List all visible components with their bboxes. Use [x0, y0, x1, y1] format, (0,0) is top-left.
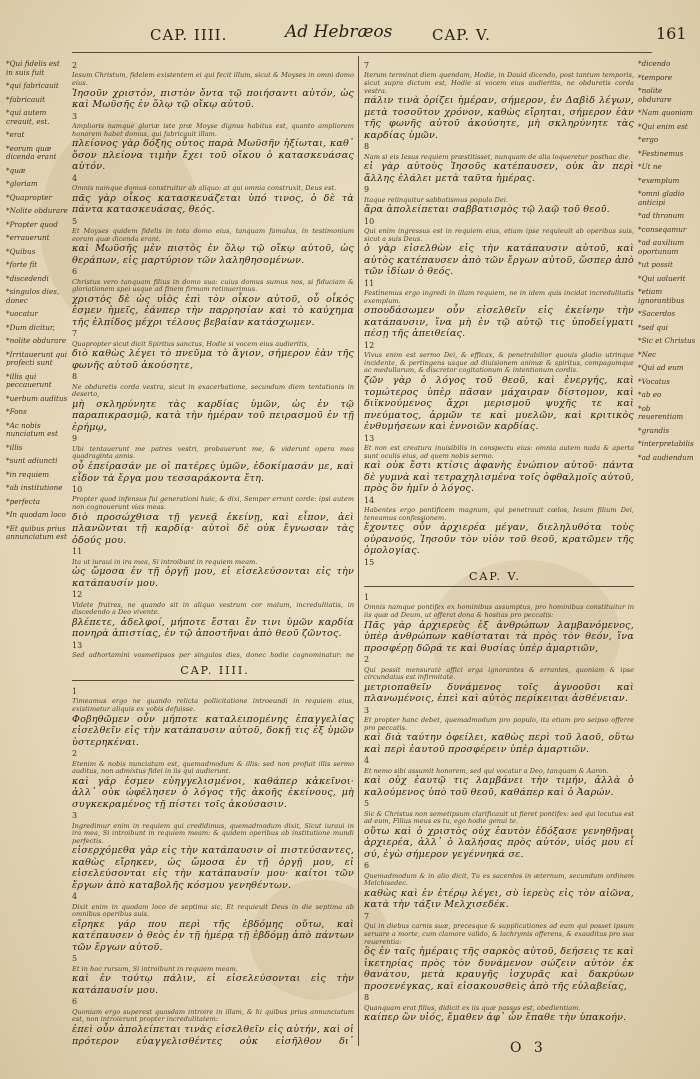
chapter-heading-v: CAP. V. — [468, 570, 522, 583]
greek-text: σπουδάσωμεν οὖν εἰσελθεῖν εἰς ἐκείνην τὴν κατάπαυσιν, ἵνα μὴ ἐν τῷ αὐτῷ τις ὑποδείγματι πέσῃ τῆς ἀπειθείας. — [364, 305, 634, 340]
greek-text: διὸ προσώχθισα τῇ γενεᾷ ἐκείνῃ, καὶ εἶπον, ἀεὶ πλανῶνται τῇ καρδίᾳ· αὐτοὶ δὲ οὐκ ἔγνωσαν τὰς ὁδούς μου. — [72, 511, 354, 546]
margin-note: *perfecta — [6, 496, 40, 506]
greek-text: ἐπεὶ οὖν ἀπολείπεται τινὰς εἰσελθεῖν εἰς αὐτήν, καὶ οἱ πρότερον εὐαγγελισθέντες οὐκ εἰσῆλθον δι᾽ — [72, 1024, 354, 1046]
latin-interlinear: Et non est creatura inuisibilis in conspectu eius: omnia autem nuda & aperta sunt oculis eius, ad quem nobis sermo. — [364, 443, 634, 460]
margin-note: *Fons — [6, 407, 27, 416]
margin-note: *Ut ne — [638, 162, 662, 171]
greek-text: ἔχοντες οὖν ἀρχιερέα μέγαν, διεληλυθότα τοὺς οὐρανούς, Ἰησοῦν τὸν υἱὸν τοῦ θεοῦ, κρατῶμεν τῆς ὁμολογίας. — [364, 522, 634, 557]
verse — [364, 141, 634, 184]
latin-interlinear: Vivus enim est sermo Dei, & efficax, & penetrabilior quouis gladio utrinque incidente, & pertingens usque ad diuisionem animæ & spiritus, compagumque ac medullarum, & discretor cogitationum & intentionum cordis. — [364, 351, 634, 375]
latin-interlinear: Itaque relinquitur sabbatismus populo Dei. — [364, 195, 508, 204]
margin-note: *Quapropter — [6, 192, 52, 202]
latin-interlinear: Propter quod infensus fui generationi huic, & dixi, Semper errant corde: ipsi autem non cognouerunt vias meas. — [72, 495, 354, 512]
margin-note: *dicendo — [638, 60, 671, 68]
page-number: 161 — [656, 24, 687, 43]
verse-number: 8 — [364, 993, 370, 1003]
latin-interlinear: Quapropter sicut dicit Spiritus sanctus, Hodie si vocem eius audieritis, — [72, 339, 310, 348]
margin-note: *illis — [6, 442, 23, 452]
verse-number: 2 — [72, 61, 78, 70]
verse — [72, 173, 354, 216]
margin-note: *sed qui — [638, 322, 668, 332]
latin-interlinear: Et in hoc rursum, Si introibunt in requiem meam. — [72, 964, 238, 973]
margin-note: *Ac nobis nunciatum est — [6, 420, 58, 438]
chapter-rule — [72, 680, 354, 681]
margin-note: *interpretabilis — [638, 439, 694, 448]
margin-note: *nolite obdurare — [6, 336, 67, 345]
right-margin-notes — [638, 60, 696, 1050]
latin-interlinear: Dixit enim in quodam loco de septima sic, Et requieuit Deus in die septima ab omnibus operibus suis. — [72, 902, 354, 919]
greek-text: εἰσερχόμεθα γὰρ εἰς τὴν κατάπαυσιν οἱ πιστεύσαντες, καθὼς εἴρηκεν, ὡς ὤμοσα ἐν τῇ ὀργῇ μου, εἰ εἰσελεύσονται εἰς τὴν κατάπαυσίν μου· καίτοι τῶν ἔργων ἀπὸ καταβολῆς κόσμου γενηθέντων. — [72, 845, 354, 891]
left-margin-notes — [6, 60, 68, 1050]
margin-note: *ob reuerentiam — [638, 403, 684, 421]
margin-note: *Propter quod — [6, 219, 58, 229]
margin-note: *Irritauerunt qui profecti sunt — [6, 349, 68, 367]
margin-note: *errauerunt — [6, 233, 50, 242]
verse — [72, 433, 354, 484]
verse — [364, 654, 634, 705]
latin-interlinear: Et propter hanc debet, quemadmodum pro populo, ita etiam pro seipso offerre pro peccatis. — [364, 716, 634, 732]
header-left-chapter: CAP. IIII. — [150, 26, 228, 44]
latin-interlinear: Qui enim ingressus est in requiem eius, etiam ipse requieuit ab operibus suis, sicut a suis Deus. — [364, 227, 634, 243]
greek-text: ὡς ὤμοσα ἐν τῇ ὀργῇ μου, εἰ εἰσελεύσονται εἰς τὴν κατάπαυσίν μου. — [72, 566, 354, 589]
latin-interlinear: Ingredimur enim in requiem qui credidimus, quemadmodum dixit, Sicut iuraui in ira mea, Si introibunt in requiem meam: & quidem operibus ab institutione mundi perfectis. — [72, 821, 354, 845]
verse — [364, 911, 634, 992]
verse — [72, 111, 354, 173]
verse — [72, 748, 354, 810]
verse-number: 11 — [72, 547, 83, 557]
margin-note: *ergo — [638, 135, 659, 144]
latin-interlinear: Habentes ergo pontificem magnum, qui penetrauit cœlos, Iesum filium Dei, teneamus confessionem. — [364, 506, 634, 522]
verse-number: 8 — [364, 142, 370, 152]
verse — [72, 996, 354, 1046]
verse — [72, 891, 354, 953]
verse — [72, 589, 354, 640]
greek-text: μὴ σκληρύνητε τὰς καρδίας ὑμῶν, ὡς ἐν τῷ παραπικρασμῷ, κατὰ τὴν ἡμέραν τοῦ πειρασμοῦ ἐν τῇ ἐρήμῳ, — [72, 398, 354, 433]
verse-number: 9 — [72, 434, 78, 444]
margin-note: *gloriam — [6, 179, 38, 188]
margin-note: *Qui enim est — [638, 121, 688, 131]
verse-number: 7 — [364, 61, 370, 70]
latin-interlinear: Ne obduretis corda vestra, sicut in exacerbatione, secundum diem tentationis in deserto, — [72, 382, 354, 399]
margin-note: *quæ — [6, 165, 26, 175]
header-right-chapter: CAP. V. — [432, 26, 491, 44]
margin-note: *ad auxilium oportunum — [638, 238, 685, 256]
latin-interlinear: Quemadmodum & in alio dicit, Tu es sacerdos in æternum, secundum ordinem Melchisedec. — [364, 871, 634, 888]
margin-note: *Nolite obdurare — [6, 206, 68, 215]
greek-text: μετριοπαθεῖν δυνάμενος τοῖς ἀγνοοῦσι καὶ πλανωμένοις, ἐπεὶ καὶ αὐτὸς περίκειται ἀσθένειαν. — [364, 681, 634, 705]
latin-interlinear: Ubi tentauerunt me patres vestri, probauerunt me, & viderunt opera mea quadraginta annis. — [72, 444, 354, 461]
verse-number: 11 — [364, 278, 375, 288]
margin-note: *Dum dicitur, — [6, 322, 55, 332]
margin-note: *erat — [6, 130, 25, 139]
verse — [72, 546, 354, 589]
margin-note: *grandis — [638, 425, 670, 435]
margin-note: *Nam quoniam — [638, 108, 693, 117]
latin-interlinear: Sic & Christus non semetipsum clarificauit ut fieret pontifex: sed qui locutus est ad eum, Filius meus es tu, ego hodie genui te. — [364, 809, 634, 826]
greek-text: πάλιν τινὰ ὁρίζει ἡμέραν, σήμερον, ἐν Δαβὶδ λέγων, μετὰ τοσοῦτον χρόνον, καθὼς εἴρηται, σήμερον ἐὰν τῆς φωνῆς αὐτοῦ ἀκούσητε, μὴ σκληρύνητε τὰς καρδίας ὑμῶν. — [364, 95, 634, 141]
running-header — [0, 22, 700, 52]
verse — [72, 60, 354, 111]
header-rule — [72, 52, 652, 53]
verse — [72, 640, 354, 660]
latin-interlinear: Iesum Christum, fidelem existentem ei qui fecit illum, sicut & Moyses in omni domo eius. — [72, 71, 354, 87]
margin-note: *tempore — [638, 72, 673, 82]
greek-text: καὶ οὐκ ἔστι κτίσις ἀφανὴς ἐνώπιον αὐτοῦ· πάντα δὲ γυμνὰ καὶ τετραχηλισμένα τοῖς ὀφθαλμοῖς αὐτοῦ, πρὸς ὃν ἡμῖν ὁ λόγος. — [364, 460, 634, 495]
verse-number: 12 — [72, 590, 83, 600]
verse — [364, 216, 634, 278]
latin-interlinear: Festinemus ergo ingredi in illam requiem, ne in idem quis incidat incredulitatis exemplum. — [364, 289, 634, 305]
greek-text: οὗ ἐπείρασάν με οἱ πατέρες ὑμῶν, ἐδοκίμασάν με, καὶ εἶδον τὰ ἔργα μου τεσσαράκοντα ἔτη. — [72, 461, 354, 484]
greek-text: Πᾶς γὰρ ἀρχιερεὺς ἐξ ἀνθρώπων λαμβανόμενος, ὑπὲρ ἀνθρώπων καθίσταται τὰ πρὸς τὸν θεόν, ἵνα προσφέρῃ δῶρά τε καὶ θυσίας ὑπὲρ ἁμαρτιῶν, — [364, 619, 634, 654]
column-divider — [358, 56, 359, 1046]
latin-interlinear: Omnis namque domus construitur ab aliquo: at qui omnia construxit, Deus est. — [72, 184, 337, 193]
margin-note: *Festinemus — [638, 148, 684, 158]
greek-text: καὶ διὰ ταύτην ὀφείλει, καθὼς περὶ τοῦ λαοῦ, οὕτω καὶ περὶ ἑαυτοῦ προσφέρειν ὑπὲρ ἁμαρτιῶν. — [364, 732, 634, 755]
greek-text: εἰ γὰρ αὐτοὺς Ἰησοῦς κατέπαυσεν, οὐκ ἂν περὶ ἄλλης ἐλάλει μετὰ ταῦτα ἡμέρας. — [364, 161, 634, 184]
margin-note: *Et quibus prius annunciatum est — [6, 523, 67, 541]
margin-note: *uocatur — [6, 309, 38, 318]
margin-note: *singulos dies, donec — [6, 287, 60, 305]
verse-number: 4 — [72, 892, 78, 902]
verse-number: 5 — [72, 954, 78, 964]
verse — [364, 60, 634, 141]
margin-note: *in requiem — [6, 469, 50, 479]
greek-text: Φοβηθῶμεν οὖν μήποτε καταλειπομένης ἐπαγγελίας εἰσελθεῖν εἰς τὴν κατάπαυσιν αὐτοῦ, δοκῇ τις ἐξ ὑμῶν ὑστερηκέναι. — [72, 713, 354, 748]
chapter-heading-iv: CAP. IIII. — [180, 664, 250, 677]
margin-note: *conseqamur — [638, 224, 687, 234]
verse — [364, 860, 634, 911]
greek-text: ὁ γὰρ εἰσελθὼν εἰς τὴν κατάπαυσιν αὐτοῦ, καὶ αὐτὸς κατέπαυσεν ἀπὸ τῶν ἔργων αὐτοῦ, ὥσπερ ἀπὸ τῶν ἰδίων ὁ θεός. — [364, 243, 634, 278]
latin-interlinear: Etenim & nobis nunciatum est, quemadmodum & illis: sed non profuit illis sermo auditus, non admixtus fidei in iis qui audierunt. — [72, 759, 354, 776]
verse — [72, 216, 354, 267]
verse — [364, 278, 634, 340]
printer-signature: O 3 — [510, 1040, 547, 1056]
greek-text: καὶ ἐν τούτῳ πάλιν, εἰ εἰσελεύσονται εἰς τὴν κατάπαυσίν μου. — [72, 973, 354, 996]
chapter-rule — [364, 586, 634, 587]
greek-text: ἄρα ἀπολείπεται σαββατισμὸς τῷ λαῷ τοῦ θεοῦ. — [364, 204, 610, 216]
verse-number: 13 — [364, 433, 375, 443]
margin-note: *Sacerdos — [638, 309, 676, 318]
verse — [72, 686, 354, 748]
verse — [364, 557, 634, 565]
verse-number: 2 — [364, 655, 370, 665]
margin-note: *Nec — [638, 349, 657, 359]
latin-interlinear: Amplioris namque gloriæ iste præ Moyse dignus habitus est, quanto ampliorem honorem habet domus, qui fabricauit illam. — [72, 122, 354, 138]
left-column-ch4 — [72, 686, 354, 1046]
latin-interlinear: Omnis namque pontifex ex hominibus assumptus, pro hominibus constituitur in iis quæ ad Deum, ut offerat dona & hostias pro peccatis: — [364, 603, 634, 619]
latin-interlinear: Videte fratres, ne quando sit in aliquo vestrum cor malum, incredulitatis, in discedendo a Deo vivente. — [72, 600, 354, 617]
greek-text: καίπερ ὢν υἱός, ἔμαθεν ἀφ᾽ ὧν ἔπαθε τὴν ὑπακοήν. — [364, 1012, 627, 1022]
verse — [364, 592, 634, 654]
verse-number: 12 — [364, 340, 375, 350]
verse-number: 1 — [364, 593, 370, 602]
verse-number: 14 — [364, 495, 375, 505]
latin-interlinear: Iterum terminat diem quendam, Hodie, in Dauid dicendo, post tantum temporis, sicut supra dictum est, Hodie si vocem eius audieritis, ne obduretis corda vestra. — [364, 71, 634, 95]
margin-note: *fabricauit — [6, 94, 46, 104]
margin-note: *Qui ad eum — [638, 363, 684, 372]
greek-text: ζῶν γὰρ ὁ λόγος τοῦ θεοῦ, καὶ ἐνεργής, καὶ τομώτερος ὑπὲρ πᾶσαν μάχαιραν δίστομον, καὶ διϊκνούμενος ἄχρι μερισμοῦ ψυχῆς τε καὶ πνεύματος, ἁρμῶν τε καὶ μυελῶν, καὶ κριτικὸς ἐνθυμήσεων καὶ ἐννοιῶν καρδίας. — [364, 375, 634, 433]
margin-note: *forte fit — [6, 260, 38, 269]
margin-note: *In quodam loco — [6, 510, 66, 519]
latin-interlinear: Christus vero tanquam filius in domo sua: cuius domus sumus nos, si fiduciam & gloriationem spei usque ad finem firmam retinuerimus. — [72, 277, 354, 294]
verse — [364, 992, 634, 1022]
latin-interlinear: Nam si eis Iesus requiem præstitisset, nunquam de alia loqueretur posthac die. — [364, 152, 631, 161]
verse-number: 10 — [364, 216, 375, 226]
margin-note: *exemplum — [638, 175, 680, 185]
verse — [72, 953, 354, 996]
verse-number: 3 — [72, 111, 78, 121]
latin-interlinear: Et Moyses quidem fidelis in tota domo eius, tanquam famulus, in testimonium eorum quæ dicenda erant. — [72, 227, 354, 243]
margin-note: *qui autem creauit, est. — [6, 108, 50, 126]
margin-note: *ut possit — [638, 260, 673, 269]
verse-number: 5 — [72, 216, 78, 226]
latin-interlinear: Qui possit mensuratè affici erga ignorantes & errantes, quoniam & ipse circundatus est infirmitate. — [364, 665, 634, 682]
margin-note: *Qui fidelis est in suis fuit — [6, 60, 60, 77]
verse-number: 2 — [72, 749, 78, 759]
latin-interlinear: Ita ut iuraui in ira mea, Si introibunt in requiem meam. — [72, 557, 258, 566]
margin-note: *ab institutione — [6, 483, 63, 492]
margin-note: *nolite obdurare — [638, 86, 672, 104]
latin-interlinear: Timeamus ergo ne quando relicta pollicitatione introeundi in requiem eius, existimetur aliquis ex vobis defuisse. — [72, 697, 354, 713]
right-column-ch5 — [364, 592, 634, 1022]
greek-text: πλείονος γὰρ δόξης οὗτος παρὰ Μωϋσῆν ἠξίωται, καθ᾽ ὅσον πλείονα τιμὴν ἔχει τοῦ οἴκου ὁ κατασκευάσας αὐτόν. — [72, 138, 354, 173]
verse-number: 6 — [364, 861, 370, 871]
margin-note: *eorum quæ dicenda erant — [6, 143, 57, 161]
left-column-ch3 — [72, 60, 354, 660]
latin-interlinear: Qui in diebus carnis suæ, precesque & supplicationes ad eum qui posset ipsum seruare a morte, cum clamore valido, & lachrymis offerens, & exauditus pro sua reuerentia: — [364, 922, 634, 946]
verse-number: 13 — [72, 640, 83, 650]
verse — [72, 810, 354, 891]
verse-number: 4 — [72, 173, 78, 183]
margin-note: *qui fabricauit — [6, 81, 59, 90]
verse-number: 3 — [364, 705, 370, 715]
margin-note: *Quibus — [6, 246, 36, 256]
verse — [364, 755, 634, 798]
verse-number: 6 — [72, 267, 78, 277]
margin-note: *ab eo — [638, 390, 662, 399]
verse-number: 7 — [364, 911, 370, 921]
right-column-ch4 — [364, 60, 634, 565]
greek-text: ὃς ἐν ταῖς ἡμέραις τῆς σαρκὸς αὐτοῦ, δεήσεις τε καὶ ἱκετηρίας πρὸς τὸν δυνάμενον σώζειν αὐτὸν ἐκ θανάτου, μετὰ κραυγῆς ἰσχυρᾶς καὶ δακρύων προσενέγκας, καὶ εἰσακουσθεὶς ἀπὸ τῆς εὐλαβείας, — [364, 946, 634, 992]
verse-number: 8 — [72, 372, 78, 382]
verse-number: 1 — [72, 687, 78, 696]
verse-number: 7 — [72, 329, 78, 339]
margin-note: *omni gladio anticipi — [638, 189, 685, 207]
margin-note: *Qui uoluerit — [638, 273, 686, 283]
verse — [72, 328, 354, 371]
margin-note: *etiam ignorantibus — [638, 287, 685, 305]
margin-note: *Vocatus — [638, 376, 670, 386]
margin-note: *ad audiendum — [638, 452, 694, 462]
margin-note: *illis qui peccauerunt — [6, 371, 52, 389]
greek-text: πᾶς γὰρ οἶκος κατασκευάζεται ὑπό τινος, ὁ δὲ τὰ πάντα κατασκευάσας, θεός. — [72, 192, 354, 216]
greek-text: εἴρηκε γάρ που περὶ τῆς ἑβδόμης οὕτω, καὶ κατέπαυσεν ὁ θεὸς ἐν τῇ ἡμέρᾳ τῇ ἑβδόμῃ ἀπὸ πάντων τῶν ἔργων αὐτοῦ. — [72, 918, 354, 953]
header-book-title: Ad Hebræos — [285, 22, 393, 42]
verse — [364, 495, 634, 557]
verse — [364, 340, 634, 433]
margin-note: *uerbum auditus — [6, 393, 68, 403]
margin-note: *discedendi — [6, 273, 49, 283]
verse-number: 10 — [72, 485, 83, 495]
margin-note: *Sic et Christus — [638, 336, 696, 345]
verse-number: 9 — [364, 185, 370, 195]
greek-text: οὕτω καὶ ὁ χριστὸς οὐχ ἑαυτὸν ἐδόξασε γενηθῆναι ἀρχιερέα, ἀλλ᾽ ὁ λαλήσας πρὸς αὐτόν, υἱός μου εἶ σύ, ἐγὼ σήμερον γεγέννηκά σε. — [364, 825, 634, 860]
verse-number: 5 — [364, 799, 370, 809]
greek-text: διὸ καθὼς λέγει τὸ πνεῦμα τὸ ἅγιον, σήμερον ἐὰν τῆς φωνῆς αὐτοῦ ἀκούσητε, — [72, 348, 354, 371]
greek-text: χριστὸς δὲ ὡς υἱὸς ἐπὶ τὸν οἶκον αὐτοῦ, οὗ οἶκός ἐσμεν ἡμεῖς, ἐάνπερ τὴν παρρησίαν καὶ τὸ καύχημα τῆς ἐλπίδος μέχρι τέλους βεβαίαν κατάσχωμεν. — [72, 293, 354, 328]
verse-number: 6 — [72, 997, 78, 1007]
greek-text: καὶ οὐχ ἑαυτῷ τις λαμβάνει τὴν τιμήν, ἀλλὰ ὁ καλούμενος ὑπὸ τοῦ θεοῦ, καθάπερ καὶ ὁ Ἀαρών. — [364, 775, 634, 798]
verse — [364, 433, 634, 495]
verse — [72, 266, 354, 328]
verse — [72, 371, 354, 433]
greek-text: βλέπετε, ἀδελφοί, μήποτε ἔσται ἔν τινι ὑμῶν καρδία πονηρὰ ἀπιστίας, ἐν τῷ ἀποστῆναι ἀπὸ θεοῦ ζῶντος. — [72, 616, 354, 640]
verse-number: 4 — [364, 756, 370, 766]
verse — [364, 705, 634, 756]
greek-text: καὶ γάρ ἐσμεν εὐηγγελισμένοι, καθάπερ κἀκεῖνοι· ἀλλ᾽ οὐκ ὠφέλησεν ὁ λόγος τῆς ἀκοῆς ἐκείνους, μὴ συγκεκραμένος τῇ πίστει τοῖς ἀκούσασιν. — [72, 775, 354, 810]
verse — [364, 798, 634, 860]
verse — [364, 184, 634, 216]
margin-note: *ad thronum — [638, 211, 685, 220]
margin-note: *sunt adiuncti — [6, 456, 58, 465]
latin-interlinear: Et nemo sibi assumit honorem, sed qui vocatur a Deo, tanquam & Aaron. — [364, 766, 609, 775]
verse — [72, 484, 354, 546]
verse-number: 3 — [72, 811, 78, 821]
latin-interlinear: Sed adhortamini vosmetipsos per singulos dies, donec hodie cognominatur: ne — [72, 651, 354, 660]
latin-interlinear: Quanquam erat filius, didicit ex iis quæ passus est, obedientiam. — [364, 1003, 581, 1012]
greek-text: Ἰησοῦν χριστόν, πιστὸν ὄντα τῷ ποιήσαντι αὐτόν, ὡς καὶ Μωϋσῆς ἐν ὅλῳ τῷ οἴκῳ αὐτοῦ. — [72, 87, 354, 111]
latin-interlinear: Quoniam ergo superest quosdam introire in illam, & hi quibus prius annunciatum est, non introierunt propter incredulitatem: — [72, 1007, 354, 1024]
verse-number: 15 — [364, 557, 375, 565]
greek-text: καθὼς καὶ ἐν ἑτέρῳ λέγει, σὺ ἱερεὺς εἰς τὸν αἰῶνα, κατὰ τὴν τάξιν Μελχισεδέκ. — [364, 887, 634, 911]
greek-text: καὶ Μωϋσῆς μὲν πιστὸς ἐν ὅλῳ τῷ οἴκῳ αὐτοῦ, ὡς θεράπων, εἰς μαρτύριον τῶν λαληθησομένων. — [72, 243, 354, 266]
